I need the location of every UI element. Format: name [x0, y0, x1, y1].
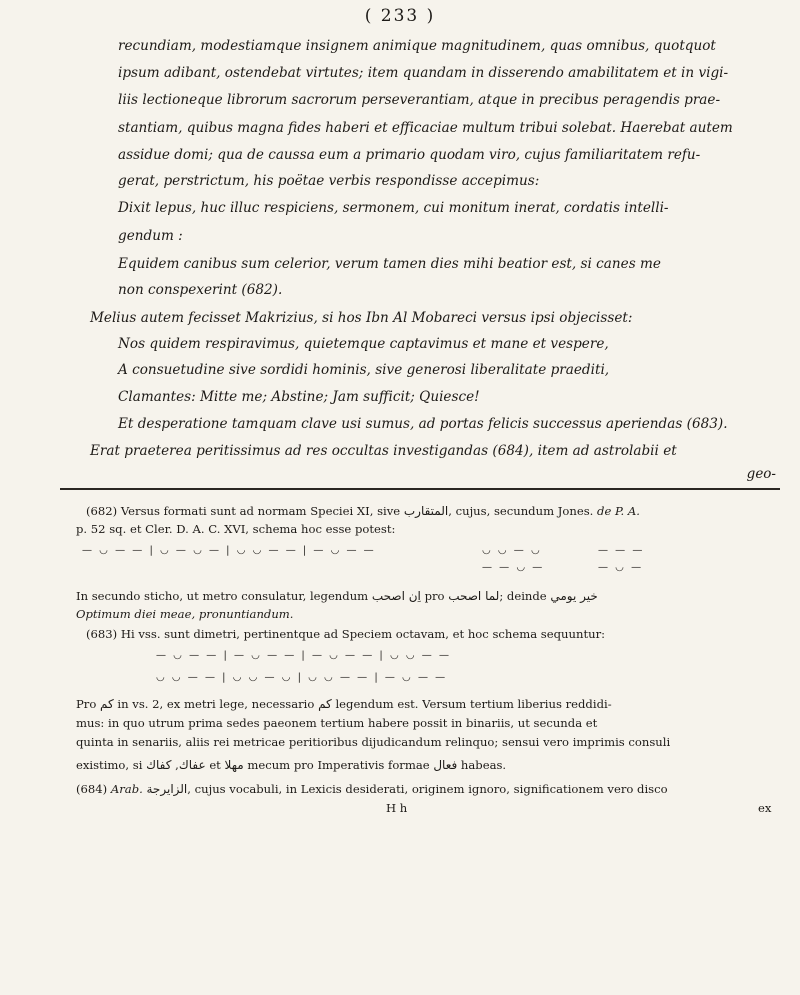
footnote-684-line	[76, 782, 668, 796]
footnote-683-line: quinta in senariis, aliis rei metricae peritioribus dijudicandum relinquo; sensui vero imprimis consuli	[76, 735, 671, 749]
text-line: ipsum adibant, ostendebat virtutes; item quandam in disserendo amabilitatem et in vigi-	[118, 65, 729, 81]
footnote-683-line	[76, 697, 612, 711]
note-text: (684)	[76, 782, 108, 796]
verse-line: Dixit lepus, huc illuc respiciens, sermonem, cui monitum inerat, cordatis intelli-	[118, 200, 669, 216]
arabic-term: الزايرجة	[146, 782, 188, 796]
meter-scheme: ◡ ◡ — — | ◡ ◡ — ◡ | ◡ ◡ — — | — ◡ — —	[156, 672, 448, 683]
verse-line: Nos quidem respiravimus, quietemque captavimus et mane et vespere,	[118, 336, 609, 352]
verse-line: gendum :	[118, 228, 183, 244]
meter-scheme: — ◡ — — | ◡ — ◡ — | ◡ ◡ — — | — ◡ — —	[82, 545, 376, 556]
note-text: legendum est. Versum tertium liberius reddidi-	[335, 697, 612, 711]
note-text: Arab.	[110, 782, 143, 796]
page-number: ( 233 )	[364, 6, 436, 26]
meter-scheme: — — ◡ —	[482, 562, 545, 573]
arabic-term: مهلا	[224, 758, 244, 772]
note-text: , cujus vocabuli, in Lexicis desiderati, originem ignoro, significationem vero disco	[187, 782, 668, 796]
meter-scheme: ◡ ◡ — ◡	[482, 545, 542, 556]
reference: de P. A.	[597, 504, 640, 518]
verse-line: Clamantes: Mitte me; Abstine; Jam sufficit; Quiesce!	[118, 389, 480, 405]
arabic-term: اِن اصحب	[371, 589, 421, 603]
arabic-term: كم	[100, 697, 114, 711]
note-text: habeas.	[460, 758, 507, 772]
text-line: stantiam, quibus magna fides haberi et efficaciae multum tribui solebat. Haerebat autem	[118, 120, 733, 136]
catchword: ex	[758, 801, 772, 815]
footnote-683-line	[76, 758, 506, 772]
footnote-682-line: p. 52 sq. et Cler. D. A. C. XVI, schema hoc esse potest:	[76, 522, 396, 536]
text-line: assidue domi; qua de caussa eum a primario quodam viro, cujus familiaritatem refu-	[118, 147, 701, 163]
note-text: In secundo sticho, ut metro consulatur, legendum	[76, 589, 369, 603]
text-line: liis lectioneque librorum sacrorum perseverantiam, atque in precibus peragendis prae-	[118, 92, 721, 108]
verse-line: Equidem canibus sum celerior, verum tamen dies mihi beatior est, si canes me	[118, 256, 661, 272]
note-text: mecum pro Imperativis formae	[247, 758, 430, 772]
note-text: (682) Versus formati sunt ad normam Speciei XI, sive	[86, 504, 401, 518]
arabic-term: لما اصحب	[448, 589, 500, 603]
meter-scheme: — ◡ — — | — ◡ — — | — ◡ — — | ◡ ◡ — —	[156, 650, 451, 661]
footnote-683-line: mus: in quo utrum prima sedes paeonem tertium habere possit in binariis, ut secunda et	[76, 716, 598, 730]
footnote-683-line: (683) Hi vss. sunt dimetri, pertinentque ad Speciem octavam, et hoc schema sequuntur:	[86, 627, 606, 641]
note-text: ,	[175, 758, 179, 772]
verse-line: non conspexerint (682).	[118, 282, 283, 298]
catchword: geo-	[746, 466, 776, 482]
note-text: pro	[424, 589, 445, 603]
footnote-682-line: Optimum diei meae, pronuntiandum.	[76, 607, 294, 621]
arabic-term: المتقارب	[403, 504, 449, 518]
arabic-term: عفاك	[178, 758, 206, 772]
verse-line: Et desperatione tamquam clave usi sumus, ad portas felicis successus aperiendas (683).	[118, 416, 728, 432]
text-line: Melius autem fecisset Makrizius, si hos Ibn Al Mobareci versus ipsi objecisset:	[90, 310, 633, 326]
arabic-term: كفاك	[146, 758, 172, 772]
arabic-term: خير يومي	[550, 589, 598, 603]
meter-scheme: — ◡ —	[598, 562, 644, 573]
arabic-term: كم	[318, 697, 332, 711]
text-line: Erat praeterea peritissimus ad res occultas investigandas (684), item ad astrolabii et	[90, 443, 677, 459]
footnote-682-line	[86, 504, 640, 518]
note-text: , cujus, secundum Jones.	[448, 504, 594, 518]
footnote-divider	[60, 488, 780, 490]
note-text: ; deinde	[499, 589, 547, 603]
note-text: existimo, si	[76, 758, 143, 772]
note-text: in vs. 2, ex metri lege, necessario	[117, 697, 315, 711]
verse-line: A consuetudine sive sordidi hominis, sive generosi liberalitate praediti,	[118, 362, 610, 378]
text-line: recundiam, modestiamque insignem animique magnitudinem, quas omnibus, quotquot	[118, 38, 716, 54]
note-text: Pro	[76, 697, 97, 711]
text-line: gerat, perstrictum, his poëtae verbis respondisse accepimus:	[118, 173, 540, 189]
arabic-term: فعال	[433, 758, 458, 772]
note-text: et	[209, 758, 221, 772]
signature-mark: H h	[386, 801, 408, 815]
meter-scheme: — — —	[598, 545, 645, 556]
footnote-682-line	[76, 589, 598, 603]
